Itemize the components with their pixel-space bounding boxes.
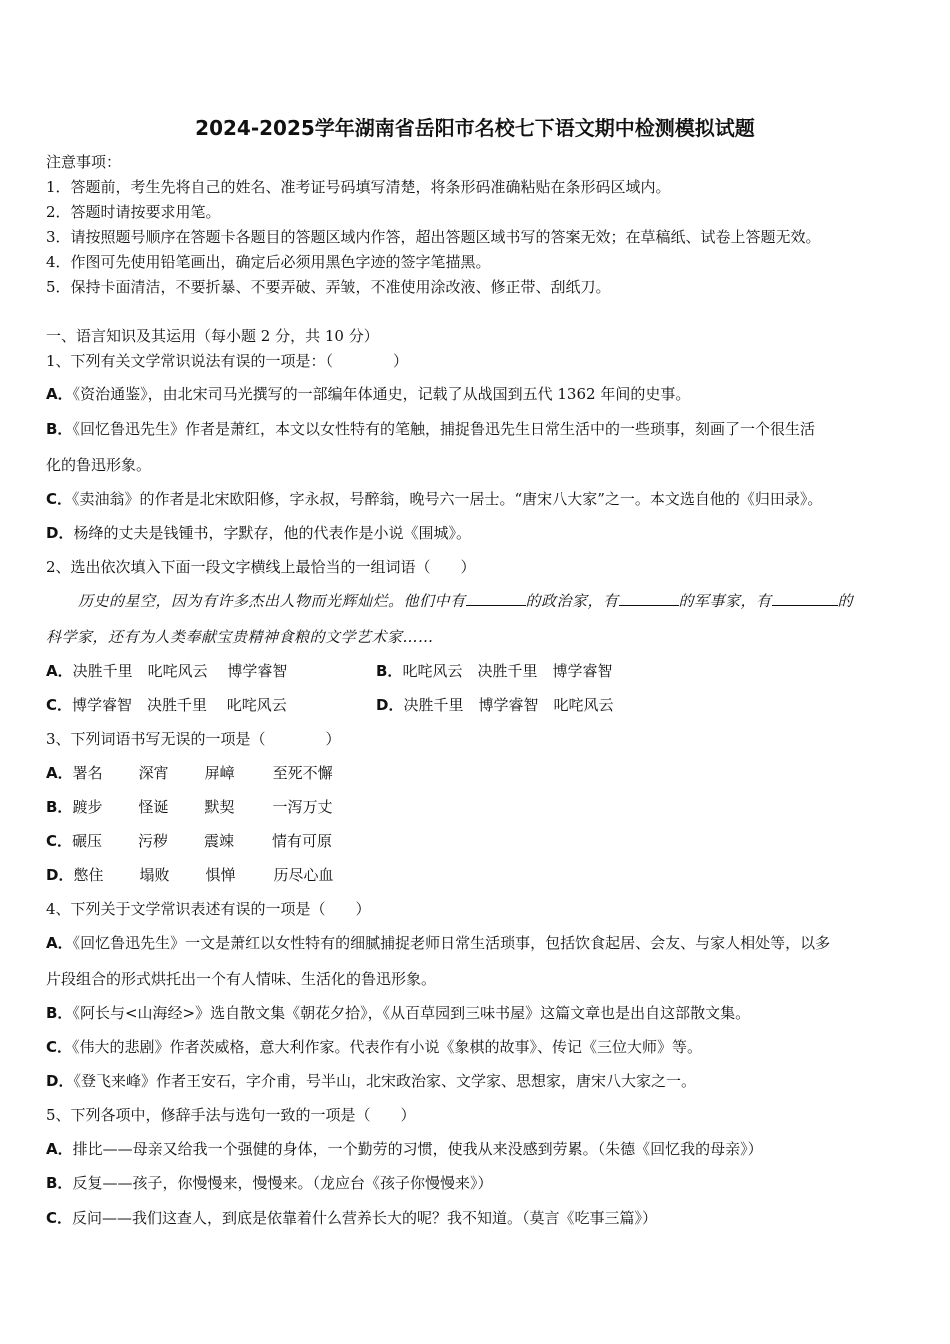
option-text: 《回忆鲁迅先生》一文是萧红以女性特有的细腻捕捉老师日常生活琐事，包括饮食起居、会友、与家人相处等，以多 bbox=[72, 934, 831, 952]
question-3-option-b bbox=[46, 797, 332, 817]
option-label: D． bbox=[46, 1072, 74, 1090]
option-text: 《阿长与<山海经>》选自散文集《朝花夕拾》，《从百草园到三味书屋》这篇文章也是出自这部散文集。 bbox=[72, 1004, 751, 1022]
passage-text: 历史的星空，因为有许多杰出人物而光辉灿烂。他们中有 bbox=[78, 592, 466, 610]
word: 怪诞 bbox=[138, 798, 169, 816]
option-label: B． bbox=[46, 1174, 73, 1192]
notice-item: 1．答题前，考生先将自己的姓名、准考证号码填写清楚，将条形码准确粘贴在条形码区域内。 bbox=[46, 178, 671, 196]
question-1-option-b bbox=[46, 419, 815, 439]
option-label: B． bbox=[376, 662, 403, 680]
question-1-option-d bbox=[46, 523, 471, 543]
question-1-stem: 1、下列有关文学常识说法有误的一项是：（ ） bbox=[46, 352, 409, 370]
question-2-option-b bbox=[376, 661, 612, 681]
word: 憋住 bbox=[73, 866, 104, 884]
question-3-option-c bbox=[46, 831, 332, 851]
fill-blank bbox=[772, 591, 838, 606]
option-label: B． bbox=[46, 798, 73, 816]
question-5-option-c bbox=[46, 1208, 657, 1228]
section-heading: 一、语言知识及其运用（每小题 2 分，共 10 分） bbox=[46, 327, 379, 345]
option-label: C． bbox=[46, 1038, 73, 1056]
word: 至死不懈 bbox=[272, 764, 333, 782]
option-text: 《伟大的悲剧》作者茨威格，意大利作家。代表作有小说《象棋的故事》、传记《三位大师》等。 bbox=[72, 1038, 703, 1056]
question-4-option-b bbox=[46, 1003, 750, 1023]
question-5-option-b bbox=[46, 1173, 492, 1193]
fill-blank bbox=[466, 591, 526, 606]
option-text: 叱咤风云 决胜千里 博学睿智 bbox=[402, 662, 613, 680]
option-text: 《卖油翁》的作者是北宋欧阳修，字永叔，号醉翁，晚号六一居士。“唐宋八大家”之一。本文选自他的《归田录》。 bbox=[72, 490, 823, 508]
question-1-option-c bbox=[46, 489, 822, 509]
word: 惧惮 bbox=[205, 866, 236, 884]
word: 屏嶂 bbox=[204, 764, 235, 782]
passage-text: 的军事家，有 bbox=[678, 592, 772, 610]
question-5-stem: 5、下列各项中，修辞手法与选句一致的一项是（ ） bbox=[46, 1106, 416, 1124]
word: 署名 bbox=[72, 764, 103, 782]
question-2-option-d bbox=[376, 695, 613, 715]
question-2-option-a bbox=[46, 661, 287, 681]
question-1-option-b-cont: 化的鲁迅形象。 bbox=[46, 456, 152, 474]
notice-item: 2．答题时请按要求用笔。 bbox=[46, 203, 221, 221]
option-text: 反复——孩子，你慢慢来，慢慢来。（龙应台《孩子你慢慢来》） bbox=[72, 1174, 493, 1192]
question-2-option-c bbox=[46, 695, 287, 715]
question-2-passage-line1 bbox=[78, 591, 853, 611]
option-text: 杨绛的丈夫是钱锺书，字默存，他的代表作是小说《围城》。 bbox=[73, 524, 471, 542]
question-3-option-d bbox=[46, 865, 333, 885]
word: 深宵 bbox=[138, 764, 169, 782]
option-label: A． bbox=[46, 385, 73, 403]
passage-text: 的政治家，有 bbox=[525, 592, 619, 610]
question-4-option-a-cont: 片段组合的形式烘托出一个有人情味、生活化的鲁迅形象。 bbox=[46, 970, 437, 988]
word: 默契 bbox=[204, 798, 235, 816]
option-text: 决胜千里 博学睿智 叱咤风云 bbox=[403, 696, 614, 714]
word: 塌败 bbox=[139, 866, 170, 884]
option-label: A． bbox=[46, 934, 73, 952]
question-2-passage-line2: 科学家，还有为人类奉献宝贵精神食粮的文学艺术家…… bbox=[46, 628, 434, 646]
option-label: C． bbox=[46, 490, 73, 508]
notice-item: 4．作图可先使用铅笔画出，确定后必须用黑色字迹的签字笔描黑。 bbox=[46, 253, 491, 271]
option-label: A． bbox=[46, 662, 73, 680]
passage-text: 的 bbox=[837, 592, 854, 610]
question-1-option-a bbox=[46, 384, 690, 404]
question-5-option-a bbox=[46, 1139, 763, 1159]
option-text: 博学睿智 决胜千里 叱咤风云 bbox=[72, 696, 287, 714]
notice-item: 3．请按照题号顺序在答题卡各题目的答题区域内作答，超出答题区域书写的答案无效；在草稿纸、试卷上答题无效。 bbox=[46, 228, 821, 246]
option-label: D． bbox=[46, 524, 74, 542]
option-text: 《资治通鉴》，由北宋司马光撰写的一部编年体通史，记载了从战国到五代 1362 年间的史事。 bbox=[72, 385, 691, 403]
question-4-option-d bbox=[46, 1071, 696, 1091]
word: 一泻万丈 bbox=[272, 798, 333, 816]
option-label: A． bbox=[46, 764, 73, 782]
question-2-stem: 2、选出依次填入下面一段文字横线上最恰当的一组词语（ ） bbox=[46, 558, 476, 576]
fill-blank bbox=[619, 591, 679, 606]
question-3-stem: 3、下列词语书写无误的一项是（ ） bbox=[46, 730, 341, 748]
option-text: 排比——母亲又给我一个强健的身体，一个勤劳的习惯，使我从来没感到劳累。（朱德《回忆我的母亲》） bbox=[72, 1140, 763, 1158]
option-label: C． bbox=[46, 696, 73, 714]
notice-item: 5．保持卡面清洁，不要折暴、不要弄破、弄皱，不准使用涂改液、修正带、刮纸刀。 bbox=[46, 278, 611, 296]
option-label: D． bbox=[376, 696, 404, 714]
question-4-option-a bbox=[46, 933, 830, 953]
word: 污秽 bbox=[138, 832, 169, 850]
word: 震竦 bbox=[204, 832, 235, 850]
option-label: C． bbox=[46, 1209, 73, 1227]
notice-heading: 注意事项： bbox=[46, 153, 122, 171]
question-4-option-c bbox=[46, 1037, 702, 1057]
question-3-option-a bbox=[46, 763, 333, 783]
question-4-stem: 4、下列关于文学常识表述有误的一项是（ ） bbox=[46, 900, 371, 918]
page-title: 2024-2025学年湖南省岳阳市名校七下语文期中检测模拟试题 bbox=[195, 116, 755, 140]
option-label: D． bbox=[46, 866, 74, 884]
option-label: C． bbox=[46, 832, 73, 850]
option-text: 《回忆鲁迅先生》作者是萧红，本文以女性特有的笔触，捕捉鲁迅先生日常生活中的一些琐事，刻画了一个很生活 bbox=[72, 420, 815, 438]
option-text: 反问——我们这查人，到底是依靠着什么营养长大的呢？我不知道。（莫言《吃事三篇》） bbox=[72, 1209, 658, 1227]
word: 碾压 bbox=[72, 832, 103, 850]
option-text: 《登飞来峰》作者王安石，字介甫，号半山，北宋政治家、文学家、思想家，唐宋八大家之一。 bbox=[73, 1072, 696, 1090]
word: 历尽心血 bbox=[273, 866, 334, 884]
option-label: B． bbox=[46, 420, 73, 438]
option-label: A． bbox=[46, 1140, 73, 1158]
option-text: 决胜千里 叱咤风云 博学睿智 bbox=[72, 662, 288, 680]
word: 情有可原 bbox=[272, 832, 333, 850]
option-label: B． bbox=[46, 1004, 73, 1022]
word: 踱步 bbox=[72, 798, 103, 816]
